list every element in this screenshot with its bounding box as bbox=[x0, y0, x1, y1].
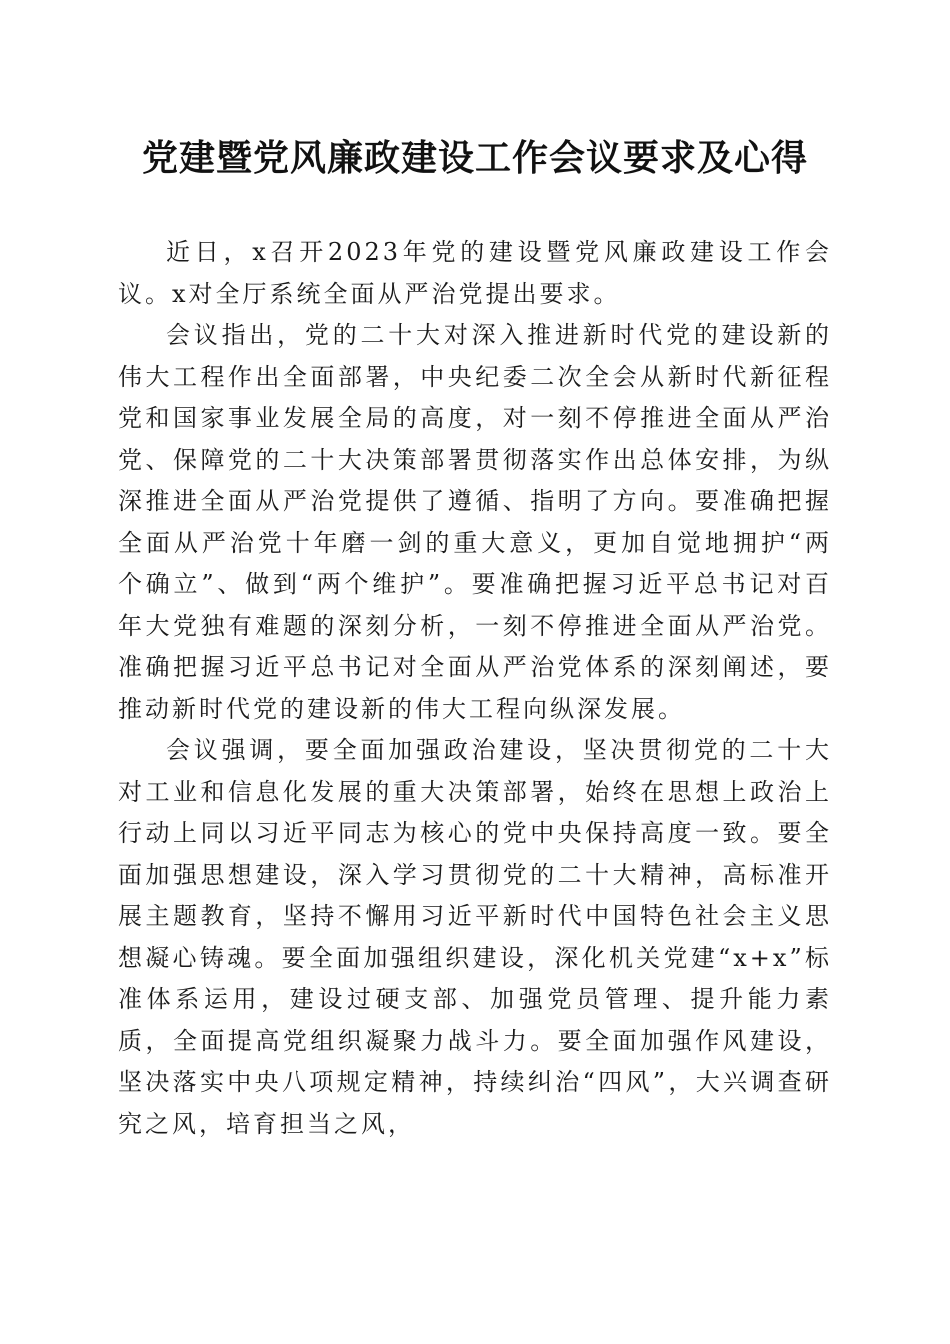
paragraph-intro: 近日，x召开2023年党的建设暨党风廉政建设工作会议。x对全厅系统全面从严治党提出要求。 bbox=[118, 238, 832, 308]
paragraph-meeting-points: 会议指出，党的二十大对深入推进新时代党的建设新的伟大工程作出全面部署，中央纪委二次全会从新时代新征程党和国家事业发展全局的高度，对一刻不停推进全面从严治党、保障党的二十大决策部署贯彻落实作出总体安排，为纵深推进全面从严治党提供了遵循、指明了方向。要准确把握全面从严治党十年磨一剑的重大意义，更加自觉地拥护“两个确立”、做到“两个维护”。要准确把握习近平总书记对百年大党独有难题的深刻分析，一刻不停推进全面从严治党。准确把握习近平总书记对全面从严治党体系的深刻阐述，要推动新时代党的建设新的伟大工程向纵深发展。 bbox=[118, 321, 832, 723]
paragraph-meeting-emphasis: 会议强调，要全面加强政治建设，坚决贯彻党的二十大对工业和信息化发展的重大决策部署，始终在思想上政治上行动上同以习近平同志为核心的党中央保持高度一致。要全面加强思想建设，深入学习贯彻党的二十大精神，高标准开展主题教育，坚持不懈用习近平新时代中国特色社会主义思想凝心铸魂。要全面加强组织建设，深化机关党建“x+x”标准体系运用，建设过硬支部、加强党员管理、提升能力素质，全面提高党组织凝聚力战斗力。要全面加强作风建设，坚决落实中央八项规定精神，持续纠治“四风”，大兴调查研究之风，培育担当之风， bbox=[118, 736, 832, 1138]
document-body bbox=[118, 232, 832, 1145]
document-title: 党建暨党风廉政建设工作会议要求及心得 bbox=[141, 137, 808, 179]
